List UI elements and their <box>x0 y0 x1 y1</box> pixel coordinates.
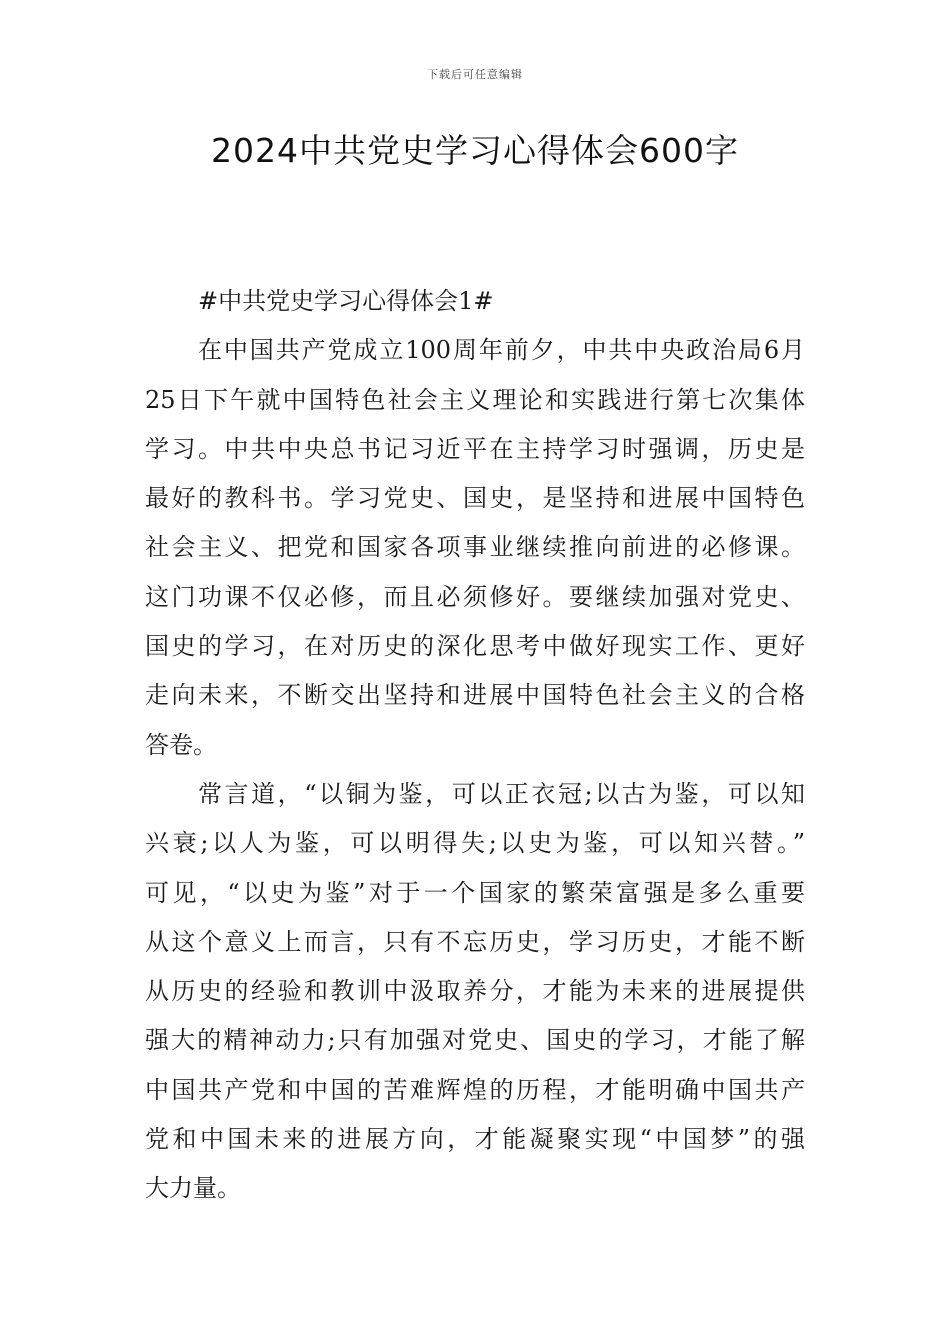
document-title: 2024中共党史学习心得体会600字 <box>211 131 739 170</box>
paragraph-2-line-2: 兴衰;以人为鉴，可以明得失;以史为鉴，可以知兴替。” <box>145 829 805 858</box>
paragraph-1-line-2: 25日下午就中国特色社会主义理论和实践进行第七次集体 <box>145 385 805 414</box>
paragraph-2-line-9: 大力量。 <box>145 1174 241 1203</box>
paragraph-1-line-8: 走向未来，不断交出坚持和进展中国特色社会主义的合格 <box>145 681 805 710</box>
paragraph-2-line-8: 党和中国未来的进展方向，才能凝聚实现“中国梦”的强 <box>145 1125 805 1154</box>
paragraph-2-line-3: 可见，“以史为鉴”对于一个国家的繁荣富强是多么重要 <box>145 878 805 907</box>
paragraph-1-line-1: 在中国共产党成立100周年前夕，中共中央政治局6月 <box>198 336 805 365</box>
paragraph-1-line-3: 学习。中共中央总书记习近平在主持学习时强调，历史是 <box>145 434 805 463</box>
paragraph-2-line-7: 中国共产党和中国的苦难辉煌的历程，才能明确中国共产 <box>145 1075 805 1104</box>
paragraph-2-line-5: 从历史的经验和教训中汲取养分，才能为未来的进展提供 <box>145 977 805 1006</box>
paragraph-1-line-9: 答卷。 <box>145 730 217 759</box>
section-heading: #中共党史学习心得体会1# <box>198 287 494 315</box>
header-note: 下载后可任意编辑 <box>427 68 523 81</box>
paragraph-2-line-6: 强大的精神动力;只有加强对党史、国史的学习，才能了解 <box>145 1026 805 1055</box>
paragraph-1-line-5: 社会主义、把党和国家各项事业继续推向前进的必修课。 <box>145 533 805 562</box>
paragraph-2-line-1: 常言道，“以铜为鉴，可以正衣冠;以古为鉴，可以知 <box>198 779 805 808</box>
paragraph-1-line-4: 最好的教科书。学习党史、国史，是坚持和进展中国特色 <box>145 484 805 513</box>
paragraph-2-line-4: 从这个意义上而言，只有不忘历史，学习历史，才能不断 <box>145 927 805 956</box>
document-body <box>145 277 805 1214</box>
paragraph-1-line-7: 国史的学习，在对历史的深化思考中做好现实工作、更好 <box>145 632 805 661</box>
paragraph-1-line-6: 这门功课不仅必修，而且必须修好。要继续加强对党史、 <box>145 582 805 611</box>
